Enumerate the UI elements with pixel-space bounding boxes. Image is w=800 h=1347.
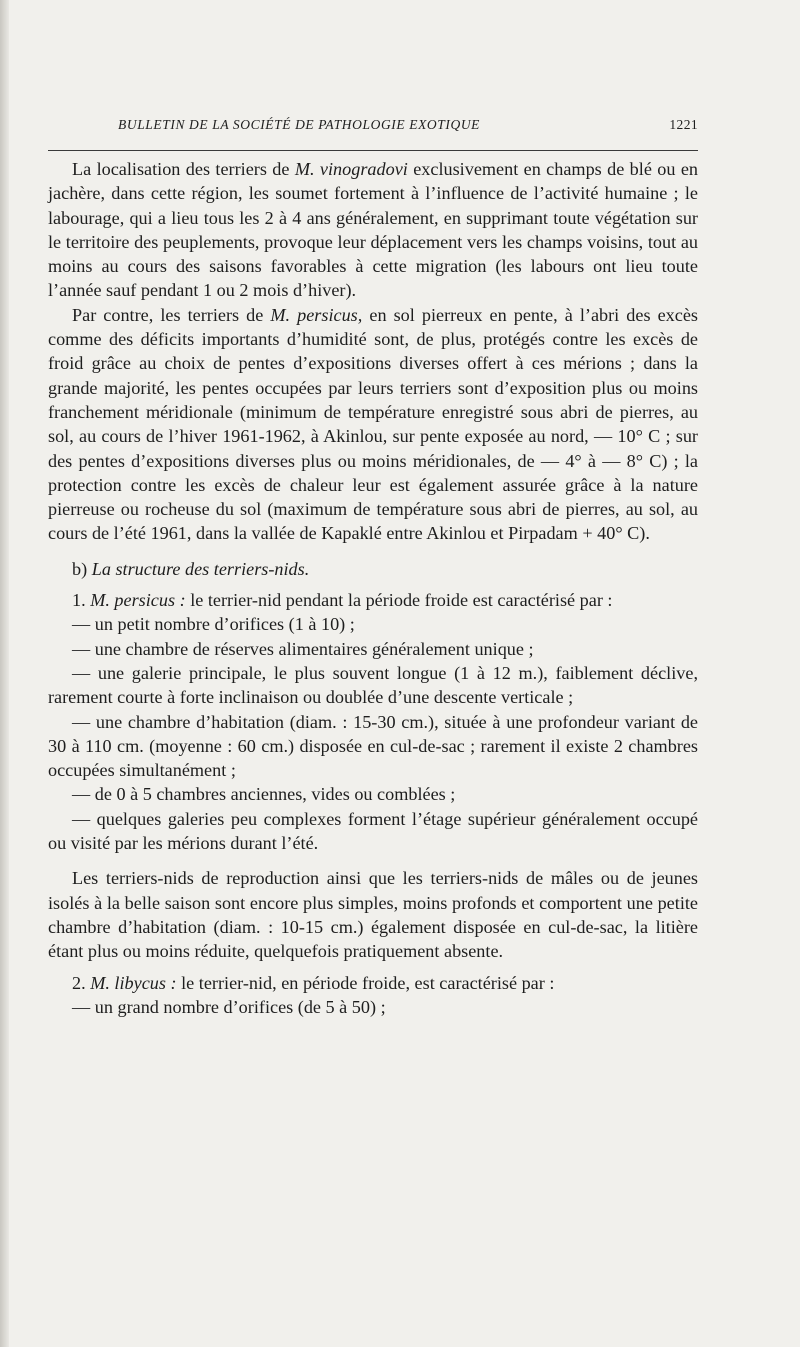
page-spine-shadow — [0, 0, 9, 1347]
item-number: 2. — [72, 972, 86, 993]
section-title: La structure des terriers-nids. — [91, 558, 310, 579]
species-name: M. persicus, — [270, 304, 363, 325]
list-item: — un grand nombre d’orifices (de 5 à 50) ; — [72, 996, 386, 1017]
section-heading-b — [48, 557, 698, 581]
list-item: — quelques galeries peu complexes forment l’étage supérieur généralement occupé ou visité par les mérions durant l’été. — [48, 808, 698, 854]
paragraph-reproduction: Les terriers-nids de reproduction ainsi que les terriers-nids de mâles ou de jeunes isolés à la belle saison sont encore plus simples, moins profonds et comportent une petite chambre d’habitation (diam. : 10-15 cm.) également disposée en cul-de-sac, la litière étant plus ou moins réduite, quelquefois pratiquement absente. — [48, 868, 698, 962]
paragraph-persicus — [48, 303, 698, 546]
list-item: — une chambre d’habitation (diam. : 15-30 cm.), située à une profondeur variant de 30 à 110 cm. (moyenne : 60 cm.) disposée en cul-de-sac ; rarement il existe 2 chambres occupées simultanément ; — [48, 711, 698, 781]
text-run: en sol pierreux en pente, à l’abri des excès comme des déficits importants d’humidité sont, de plus, protégés contre les excès de froid grâce au choix de pentes d’expositions diverses offert à ces mérions ; dans la grande majorité, les pentes occupées par leurs terriers sont d’exposition plus ou moins franchement méridionale (minimum de température enregistré sous abri de pierres, au sol, au cours de l’hiver 1961-1962, à Akinlou, sur pente exposée au nord, — 10° C ; sur des pentes d’expositions diverses plus ou moins méridionales, de — 4° à — 8° C) ; la protection contre les excès de chaleur leur est également assurée grâce à la nature pierreuse ou rocheuse du sol (maximum de température sous abri de pierres, au sol, au cours de l’été 1961, dans la vallée de Kapaklé entre Akinlou et Pirpadam + 40° C). — [48, 304, 698, 544]
species-name: M. persicus : — [90, 590, 186, 611]
list-item: — une galerie principale, le plus souvent longue (1 à 12 m.), faiblement déclive, rarement courte à forte inclinaison ou doublée d’une descente verticale ; — [48, 662, 698, 708]
section-label: b) — [72, 558, 88, 579]
species-name: M. vinogradovi — [294, 159, 408, 179]
running-title: BULLETIN DE LA SOCIÉTÉ DE PATHOLOGIE EXOTIQUE — [118, 117, 481, 132]
text-run: le terrier-nid, en période froide, est caractérisé par : — [176, 972, 555, 993]
text-run: Par contre, les terriers de — [72, 304, 271, 325]
running-header — [118, 117, 698, 139]
paragraph-vinogradovi — [48, 157, 698, 303]
item-number: 1. — [72, 590, 86, 611]
list-item: — de 0 à 5 chambres anciennes, vides ou comblées ; — [72, 784, 456, 805]
text-run: La localisation des terriers de — [72, 159, 295, 179]
species-name: M. libycus : — [90, 972, 177, 993]
item-libycus-intro — [48, 971, 698, 995]
list-item: — un petit nombre d’orifices (1 à 10) ; — [72, 614, 355, 635]
text-run: le terrier-nid pendant la période froide est caractérisé par : — [185, 590, 613, 611]
list-item: — une chambre de réserves alimentaires généralement unique ; — [72, 638, 534, 659]
page-number: 1221 — [669, 117, 698, 132]
article-body — [48, 157, 698, 1019]
text-run: exclusivement en champs de blé ou en jachère, dans cette région, les soumet fortement à l’influence de l’activité humaine ; le labourage, qui a lieu tous les 2 à 4 ans généralement, en supprimant toute végétation sur le territoire des peuplements, provoque leur déplacement vers les champs voisins, tout au moins au cours des saisons favorables à cette migration (les labours ont lieu toute l’année sauf pendant 1 ou 2 mois d’hiver). — [48, 159, 699, 301]
header-rule — [48, 150, 698, 151]
item-persicus-intro — [48, 588, 698, 612]
